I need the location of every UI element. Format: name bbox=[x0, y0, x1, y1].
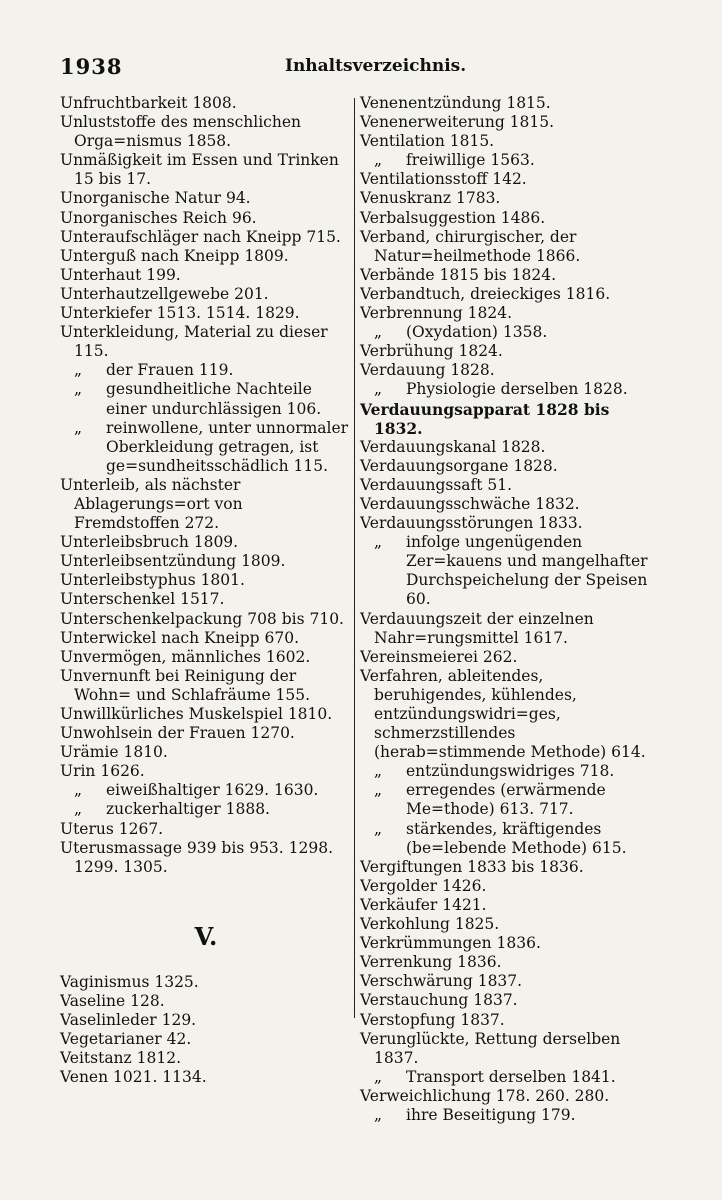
entry-text: Unterhaut 199. bbox=[60, 265, 181, 284]
entry-text: Verdauung 1828. bbox=[360, 361, 495, 380]
index-entry bbox=[360, 667, 658, 762]
page-number: 1938 bbox=[60, 54, 123, 79]
index-entry bbox=[360, 209, 658, 228]
index-subentry bbox=[60, 781, 352, 800]
index-entry bbox=[60, 590, 352, 609]
entry-text: Verbände 1815 bis 1824. bbox=[360, 265, 557, 284]
index-entry bbox=[360, 934, 658, 953]
section-letter-v: V. bbox=[194, 921, 218, 951]
entry-text: eiweißhaltiger 1629. 1630. bbox=[106, 781, 319, 800]
index-entry bbox=[360, 972, 658, 991]
entry-text: Unorganisches Reich 96. bbox=[60, 208, 257, 227]
index-entry bbox=[360, 132, 658, 151]
entry-text: Venenerweiterung 1815. bbox=[360, 113, 555, 132]
index-entry bbox=[360, 113, 658, 132]
entry-text: Unterguß nach Kneipp 1809. bbox=[60, 246, 289, 265]
ditto-mark: „ bbox=[74, 361, 83, 380]
ditto-mark: „ bbox=[374, 1105, 383, 1124]
index-entry bbox=[60, 285, 352, 304]
entry-text: Unterschenkel 1517. bbox=[60, 590, 225, 609]
entry-text: Verkrümmungen 1836. bbox=[360, 934, 541, 953]
entry-text: Unwohlsein der Frauen 1270. bbox=[60, 724, 295, 743]
entry-text: Vergiftungen 1833 bis 1836. bbox=[360, 857, 584, 876]
index-entry bbox=[60, 839, 352, 877]
index-entry bbox=[60, 973, 352, 992]
index-entry bbox=[360, 495, 658, 514]
index-section-v-continued bbox=[360, 94, 658, 1125]
index-entry bbox=[60, 610, 352, 629]
index-entry bbox=[60, 94, 352, 113]
entry-text: Vaginismus 1325. bbox=[60, 972, 199, 991]
index-entry bbox=[360, 953, 658, 972]
ditto-mark: „ bbox=[374, 323, 383, 342]
entry-text: Venuskranz 1783. bbox=[360, 189, 501, 208]
index-section-u bbox=[60, 94, 352, 877]
entry-text: Unfruchtbarkeit 1808. bbox=[60, 94, 237, 112]
entry-text: Unterleibstyphus 1801. bbox=[60, 571, 245, 590]
ditto-mark: „ bbox=[74, 418, 83, 437]
entry-text: Unterkiefer 1513. 1514. 1829. bbox=[60, 304, 300, 323]
running-title: Inhaltsverzeichnis. bbox=[285, 56, 467, 76]
entry-text: Unterkleidung, Material zu dieser 115. bbox=[60, 323, 328, 361]
entry-text: Unorganische Natur 94. bbox=[60, 189, 251, 208]
entry-text: Verbandtuch, dreieckiges 1816. bbox=[360, 284, 611, 303]
index-entry bbox=[60, 552, 352, 571]
entry-text: Verschwärung 1837. bbox=[360, 972, 523, 991]
ditto-mark: „ bbox=[374, 819, 383, 838]
index-entry bbox=[60, 189, 352, 208]
index-subentry bbox=[360, 1068, 658, 1087]
entry-text: ihre Beseitigung 179. bbox=[406, 1105, 576, 1124]
entry-text: Verkäufer 1421. bbox=[360, 895, 487, 914]
index-entry bbox=[360, 858, 658, 877]
index-entry bbox=[60, 266, 352, 285]
entry-text: Vaselinleder 129. bbox=[60, 1011, 197, 1030]
entry-text: reinwollene, unter unnormaler Oberkleidung getragen, ist ge=sundheitsschädlich 115. bbox=[106, 418, 349, 475]
entry-text: Verbrühung 1824. bbox=[360, 342, 503, 361]
index-entry bbox=[60, 762, 352, 781]
index-subentry bbox=[360, 533, 658, 609]
entry-text: Unluststoffe des menschlichen Orga=nismus 1858. bbox=[60, 113, 301, 151]
index-subentry bbox=[360, 1106, 658, 1125]
entry-text: Unterleibsentzündung 1809. bbox=[60, 552, 286, 571]
index-subentry bbox=[360, 781, 658, 819]
entry-text: Physiologie derselben 1828. bbox=[406, 380, 628, 399]
index-entry bbox=[360, 228, 658, 266]
entry-text: Verstauchung 1837. bbox=[360, 991, 518, 1010]
entry-text: entzündungswidriges 718. bbox=[406, 762, 615, 781]
left-column bbox=[60, 94, 352, 1087]
index-entry bbox=[360, 457, 658, 476]
entry-text: infolge ungenügenden Zer=kauens und mangelhafter Durchspeichelung der Speisen 60. bbox=[406, 533, 648, 609]
index-entry bbox=[60, 667, 352, 705]
entry-text: (Oxydation) 1358. bbox=[406, 323, 548, 342]
ditto-mark: „ bbox=[74, 781, 83, 800]
index-entry bbox=[60, 151, 352, 189]
entry-text: Verunglückte, Rettung derselben 1837. bbox=[360, 1029, 621, 1067]
entry-text: Verfahren, ableitendes, beruhigendes, kühlendes, entzündungswidri=ges, schmerzstillendes (herab=stimmende Methode) 614. bbox=[360, 666, 646, 762]
ditto-mark: „ bbox=[74, 800, 83, 819]
index-entry bbox=[360, 438, 658, 457]
index-subentry bbox=[60, 380, 352, 418]
entry-text: Vergolder 1426. bbox=[360, 876, 487, 895]
entry-text: Verdauungssaft 51. bbox=[360, 475, 513, 494]
index-entry bbox=[60, 629, 352, 648]
entry-text: Unterleib, als nächster Ablagerungs=ort von Fremdstoffen 272. bbox=[60, 475, 243, 533]
entry-text: Urin 1626. bbox=[60, 762, 145, 781]
index-entry bbox=[60, 1011, 352, 1030]
index-entry bbox=[360, 896, 658, 915]
entry-text: Unterschenkelpackung 708 bis 710. bbox=[60, 609, 344, 628]
entry-text: Unvermögen, männliches 1602. bbox=[60, 647, 311, 666]
index-entry bbox=[60, 533, 352, 552]
index-subentry bbox=[60, 419, 352, 476]
index-entry bbox=[60, 992, 352, 1011]
ditto-mark: „ bbox=[374, 533, 383, 552]
entry-text: Verdauungsschwäche 1832. bbox=[360, 494, 580, 513]
entry-text: der Frauen 119. bbox=[106, 361, 234, 380]
index-entry bbox=[360, 400, 658, 438]
index-subentry bbox=[360, 762, 658, 781]
index-entry bbox=[60, 1030, 352, 1049]
column-divider bbox=[354, 98, 355, 1018]
index-entry bbox=[360, 915, 658, 934]
index-subentry bbox=[60, 361, 352, 380]
index-subentry bbox=[360, 151, 658, 170]
index-entry bbox=[360, 1087, 658, 1106]
right-column bbox=[360, 94, 658, 1125]
index-entry bbox=[360, 648, 658, 667]
entry-text: Venenentzündung 1815. bbox=[360, 94, 551, 112]
entry-text: Unteraufschläger nach Kneipp 715. bbox=[60, 227, 341, 246]
ditto-mark: „ bbox=[374, 1067, 383, 1086]
index-entry bbox=[60, 820, 352, 839]
page-header bbox=[60, 54, 660, 82]
entry-text: Vegetarianer 42. bbox=[60, 1030, 192, 1049]
index-entry bbox=[60, 304, 352, 323]
index-entry bbox=[60, 648, 352, 667]
index-entry bbox=[60, 323, 352, 361]
entry-text: Unwillkürliches Muskelspiel 1810. bbox=[60, 705, 333, 723]
index-entry bbox=[60, 476, 352, 533]
entry-text: Vereinsmeierei 262. bbox=[360, 647, 518, 666]
index-entry bbox=[360, 991, 658, 1010]
entry-text: Unterleibsbruch 1809. bbox=[60, 533, 239, 552]
index-entry bbox=[60, 209, 352, 228]
index-entry bbox=[60, 571, 352, 590]
index-entry bbox=[360, 514, 658, 533]
entry-text: Verbrennung 1824. bbox=[360, 304, 513, 323]
entry-text: Verdauungsorgane 1828. bbox=[360, 456, 558, 475]
entry-text: Verdauungsapparat 1828 bis 1832. bbox=[360, 399, 610, 438]
entry-text: Unterhautzellgewebe 201. bbox=[60, 284, 269, 303]
ditto-mark: „ bbox=[374, 762, 383, 781]
index-entry bbox=[60, 705, 352, 724]
entry-text: Ventilation 1815. bbox=[360, 132, 495, 151]
ditto-mark: „ bbox=[374, 151, 383, 170]
entry-text: Transport derselben 1841. bbox=[406, 1067, 616, 1086]
index-entry bbox=[360, 1011, 658, 1030]
entry-text: Unterwickel nach Kneipp 670. bbox=[60, 628, 300, 647]
index-subentry bbox=[360, 323, 658, 342]
index-entry bbox=[360, 170, 658, 189]
entry-text: Unvernunft bei Reinigung der Wohn= und Schlafräume 155. bbox=[60, 666, 311, 704]
entry-text: Uterusmassage 939 bis 953. 1298. 1299. 1305. bbox=[60, 838, 334, 876]
index-entry bbox=[360, 285, 658, 304]
entry-text: gesundheitliche Nachteile einer undurchlässigen 106. bbox=[106, 380, 322, 418]
index-subentry bbox=[60, 800, 352, 819]
index-entry bbox=[60, 724, 352, 743]
entry-text: zuckerhaltiger 1888. bbox=[106, 800, 270, 819]
index-entry bbox=[360, 361, 658, 380]
index-entry bbox=[360, 877, 658, 896]
index-entry bbox=[360, 610, 658, 648]
entry-text: freiwillige 1563. bbox=[406, 151, 535, 170]
entry-text: Verdauungszeit der einzelnen Nahr=rungsmittel 1617. bbox=[360, 609, 594, 647]
entry-text: Ventilationsstoff 142. bbox=[360, 170, 527, 189]
entry-text: Vaseline 128. bbox=[60, 991, 165, 1010]
entry-text: Verkohlung 1825. bbox=[360, 915, 500, 934]
index-entry bbox=[360, 1030, 658, 1068]
index-entry bbox=[60, 247, 352, 266]
entry-text: Urämie 1810. bbox=[60, 743, 168, 762]
entry-text: Unmäßigkeit im Essen und Trinken 15 bis 17. bbox=[60, 151, 339, 189]
index-entry bbox=[360, 342, 658, 361]
entry-text: stärkendes, kräftigendes (be=lebende Methode) 615. bbox=[406, 819, 627, 857]
entry-text: erregendes (erwärmende Me=thode) 613. 717. bbox=[406, 781, 606, 819]
index-entry bbox=[60, 743, 352, 762]
index-subentry bbox=[360, 380, 658, 399]
index-entry bbox=[60, 1049, 352, 1068]
index-entry bbox=[360, 304, 658, 323]
entry-text: Verstopfung 1837. bbox=[360, 1010, 505, 1029]
index-section-v bbox=[60, 973, 352, 1088]
entry-text: Venen 1021. 1134. bbox=[60, 1068, 207, 1087]
entry-text: Verdauungsstörungen 1833. bbox=[360, 514, 583, 533]
entry-text: Verdauungskanal 1828. bbox=[360, 437, 546, 456]
entry-text: Verweichlichung 178. 260. 280. bbox=[360, 1086, 610, 1105]
entry-text: Uterus 1267. bbox=[60, 819, 164, 838]
entry-text: Veitstanz 1812. bbox=[60, 1049, 182, 1068]
index-entry bbox=[60, 228, 352, 247]
ditto-mark: „ bbox=[374, 380, 383, 399]
ditto-mark: „ bbox=[74, 380, 83, 399]
entry-text: Verbalsuggestion 1486. bbox=[360, 208, 546, 227]
index-entry bbox=[360, 94, 658, 113]
index-entry bbox=[360, 266, 658, 285]
ditto-mark: „ bbox=[374, 781, 383, 800]
index-entry bbox=[60, 113, 352, 151]
index-subentry bbox=[360, 820, 658, 858]
index-entry bbox=[60, 1068, 352, 1087]
index-entry bbox=[360, 476, 658, 495]
index-entry bbox=[360, 189, 658, 208]
entry-text: Verband, chirurgischer, der Natur=heilmethode 1866. bbox=[360, 227, 581, 265]
entry-text: Verrenkung 1836. bbox=[360, 953, 502, 972]
